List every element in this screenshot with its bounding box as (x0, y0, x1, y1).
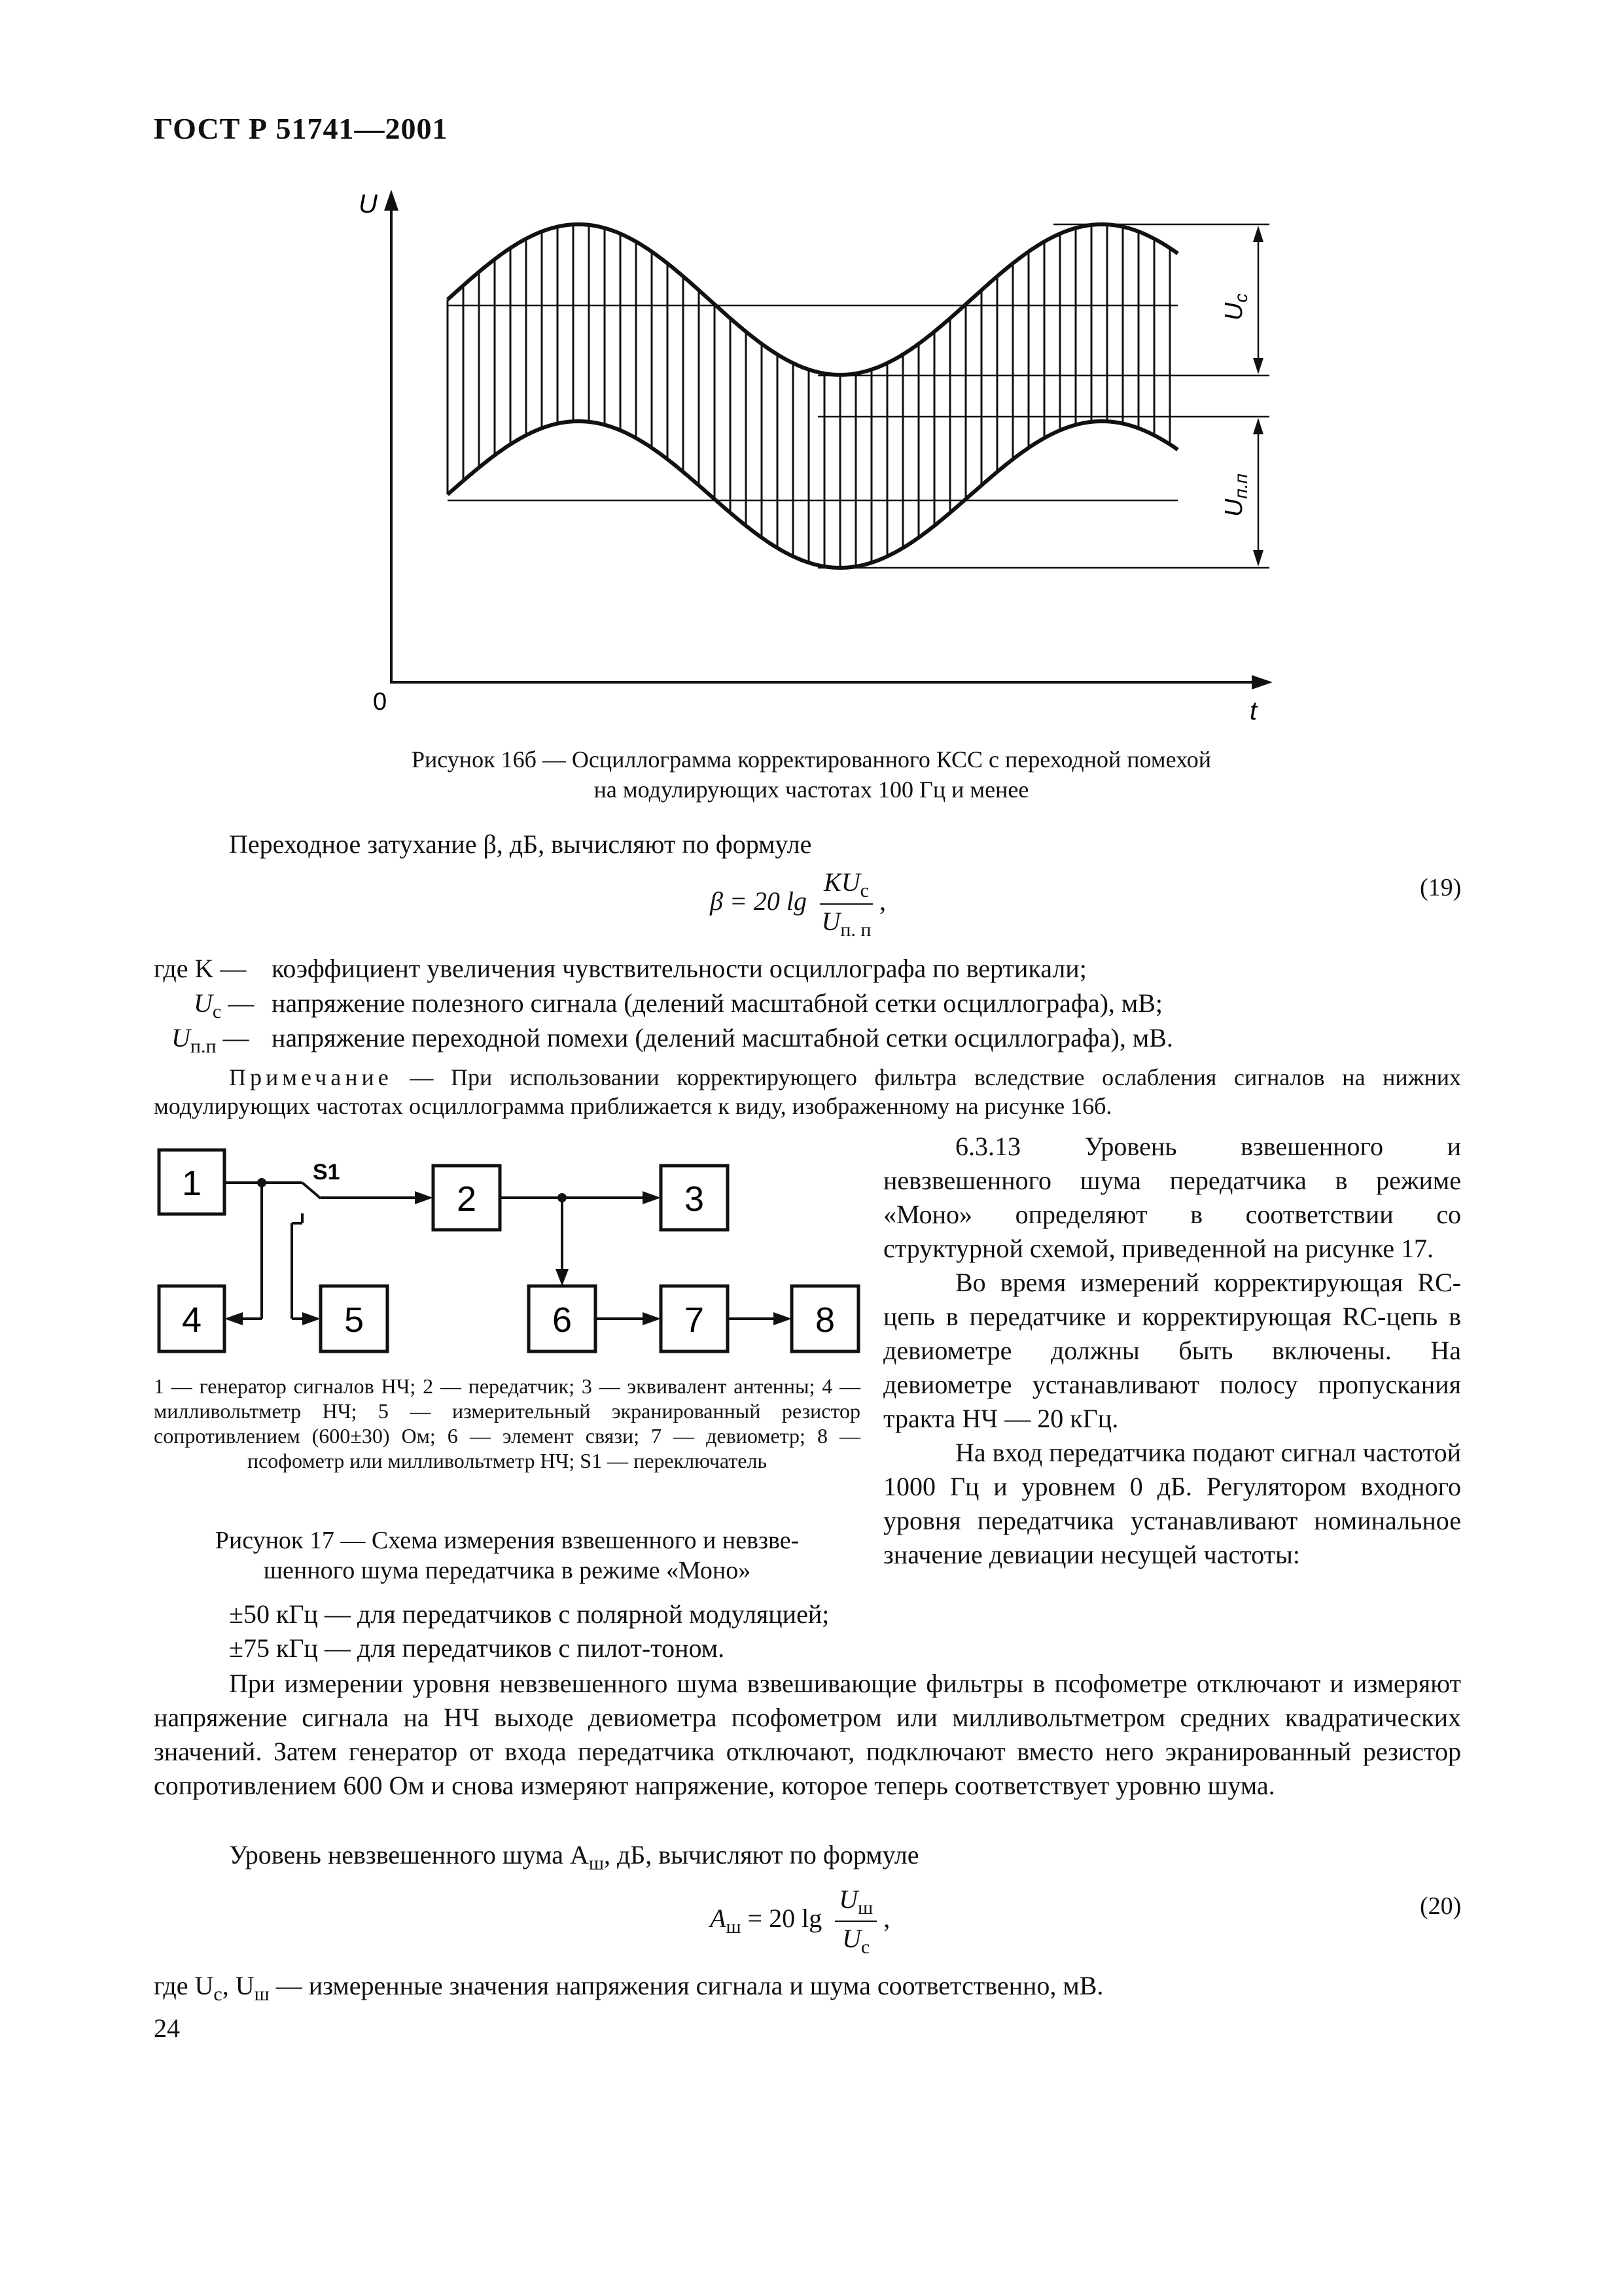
arrow-to-block-6 (556, 1269, 569, 1286)
dim-arrow-upp-bottom (1253, 550, 1263, 566)
denominator-subscript: п. п (840, 919, 872, 941)
definition-symbol: U (171, 1023, 190, 1052)
equation-lhs: β = 20 lg (710, 886, 807, 916)
arrow-to-block-4 (224, 1312, 243, 1325)
figure-17-block-diagram (150, 1141, 864, 1370)
block-3-label: 3 (684, 1179, 705, 1219)
x-axis-arrow (1252, 675, 1273, 689)
paragraph-text: , дБ, вычисляют по формуле (603, 1840, 919, 1870)
definition-row (154, 952, 246, 986)
paragraph-subscript: ш (588, 1852, 604, 1874)
origin-label: 0 (373, 688, 387, 716)
dim-arrow-upp-top (1253, 418, 1263, 434)
arrow-to-block-2 (415, 1191, 433, 1204)
block-7-label: 7 (684, 1300, 705, 1340)
dim-arrow-uc-top (1253, 226, 1263, 242)
definition-dash: — (216, 1023, 249, 1052)
block-6-label: 6 (552, 1300, 573, 1340)
definition-symbol: U (194, 988, 213, 1018)
block-2-label: 2 (456, 1179, 477, 1219)
figure-17-legend: 1 — генератор сигналов НЧ; 2 — передатчик; 3 — эквивалент антенны; 4 — милливольтметр НЧ; 5 — измерительный экранированный резистор сопротивлением (600±30) Ом; 6 — элемент связи; 7 — девиометр; 8 — псофометр или милливольтметр НЧ; S1 — переключатель (154, 1374, 860, 1472)
x-axis-label: t (1250, 697, 1258, 725)
definition-symbol: где K — (154, 954, 247, 983)
definition-subscript: с (213, 1983, 222, 2005)
equation-mid: = 20 lg (741, 1904, 822, 1934)
definition-row (171, 1021, 249, 1064)
definition-row (154, 1969, 1103, 2011)
numerator-subscript: ш (858, 1897, 874, 1919)
equation-comma: , (883, 1904, 891, 1934)
definition-text: напряжение полезного сигнала (делений масштабной сетки осциллографа), мВ; (272, 988, 1163, 1018)
denominator: U (842, 1924, 861, 1953)
caption-line: на модулирующих частотах 100 Гц и менее (593, 776, 1029, 803)
arrow-to-block-3 (643, 1191, 661, 1204)
arrow-to-block-7 (643, 1312, 661, 1325)
envelope-hatching (448, 224, 1170, 568)
paragraph (229, 1838, 1459, 1881)
paragraph: Переходное затухание β, дБ, вычисляют по формуле (229, 829, 812, 859)
block-1-label: 1 (181, 1164, 202, 1203)
equation-19 (710, 867, 886, 941)
paragraph: На вход передатчика подают сигнал частотой 1000 Гц и уровнем 0 дБ. Регулятором входного уровня передатчика устанавливают номинальное значение девиации несущей частоты: (883, 1438, 1461, 1569)
definition-text: напряжение переходной помехи (делений масштабной сетки осциллографа), мВ. (272, 1023, 1173, 1052)
figure-16b-oscillogram (340, 177, 1309, 733)
equation-number-19: (19) (1420, 874, 1462, 901)
paragraph-text: Уровень невзвешенного шума A (229, 1840, 589, 1870)
dim-arrow-uc-bottom (1253, 358, 1263, 374)
denominator: U (821, 907, 841, 936)
junction-dot (257, 1178, 266, 1187)
caption-line: Рисунок 16б — Осциллограмма корректированного КСС с переходной помехой (412, 746, 1211, 773)
definition-prefix: где U (154, 1971, 214, 2000)
y-axis-arrow (384, 190, 398, 211)
numerator-subscript: с (860, 880, 869, 901)
switch-label: S1 (313, 1160, 340, 1185)
definition-subscript: с (212, 1001, 222, 1022)
page-number: 24 (154, 2013, 180, 2043)
uc-label: $U_с$ (1220, 293, 1251, 321)
document-header: ГОСТ Р 51741—2001 (154, 112, 448, 145)
denominator-subscript: с (861, 1936, 870, 1958)
deviation-item: ±50 кГц — для передатчиков с полярной модуляцией; (229, 1599, 830, 1629)
y-axis-label: U (359, 190, 378, 218)
block-5-label: 5 (344, 1300, 364, 1340)
junction-dot (557, 1193, 567, 1202)
definition-symbol: , U (222, 1971, 255, 2000)
note (154, 1063, 1461, 1121)
note-label: Примечание (229, 1064, 393, 1090)
equation-number-20: (20) (1420, 1892, 1462, 1920)
paragraph: При измерении уровня невзвешенного шума взвешивающие фильтры в псофометре отключают и измеряют напряжение сигнала на НЧ выходе девиометра псофометром или милливольтметром средних квадратических значений. Затем генератор от входа передатчика отключают, подключают вместо него экранированный резистор сопротивлением 600 Ом и снова измеряют напряжение, которое теперь соответствует уровню шума. (154, 1669, 1461, 1800)
block-8-label: 8 (815, 1300, 836, 1340)
definition-dash: — (221, 988, 255, 1018)
definition-subscript: п.п (190, 1035, 217, 1057)
block-4-label: 4 (181, 1300, 202, 1340)
arrow-to-block-8 (773, 1312, 792, 1325)
caption-line: Рисунок 17 — Схема измерения взвешенного и невзве- (215, 1527, 800, 1554)
deviation-item: ±75 кГц — для передатчиков с пилот-тоном. (229, 1633, 725, 1663)
equation-comma: , (879, 886, 886, 916)
definition-text: — измеренные значения напряжения сигнала и шума соответственно, мВ. (269, 1971, 1104, 2000)
numerator: U (839, 1885, 858, 1914)
switch-blade (302, 1183, 321, 1198)
right-column (883, 1130, 1461, 1572)
paragraph: Во время измерений корректирующая RC-цепь в передатчике и корректирующая RC-цепь в девиометре должны быть включены. На девиометре устанавливают полосу пропускания тракта НЧ — 20 кГц. (883, 1268, 1461, 1433)
equation-lhs-subscript: ш (726, 1916, 741, 1938)
caption-line: шенного шума передатчика в режиме «Моно» (263, 1557, 751, 1584)
equation-20 (710, 1884, 890, 1958)
figure-16b-caption (196, 744, 1426, 805)
definition-text: коэффициент увеличения чувствительности осциллографа по вертикали; (272, 954, 1087, 983)
arrow-to-block-5 (302, 1312, 321, 1325)
figure-17-caption (154, 1525, 860, 1586)
note-text: — При использовании корректирующего фильтра вследствие ослабления сигналов на нижних модулирующих частотах осциллограмма приближается к виду, изображенному на рисунке 16б. (154, 1064, 1461, 1119)
numerator: KU (824, 867, 860, 897)
upp-label: $U_{п.п}$ (1220, 473, 1251, 517)
paragraph: 6.3.13 Уровень взвешенного и невзвешенного шума передатчика в режиме «Моно» определяют в соответствии со структурной схемой, приведенной на рисунке 17. (883, 1132, 1461, 1263)
equation-lhs: A (710, 1904, 726, 1934)
definition-subscript: ш (254, 1983, 270, 2005)
lower-envelope (448, 421, 1178, 568)
